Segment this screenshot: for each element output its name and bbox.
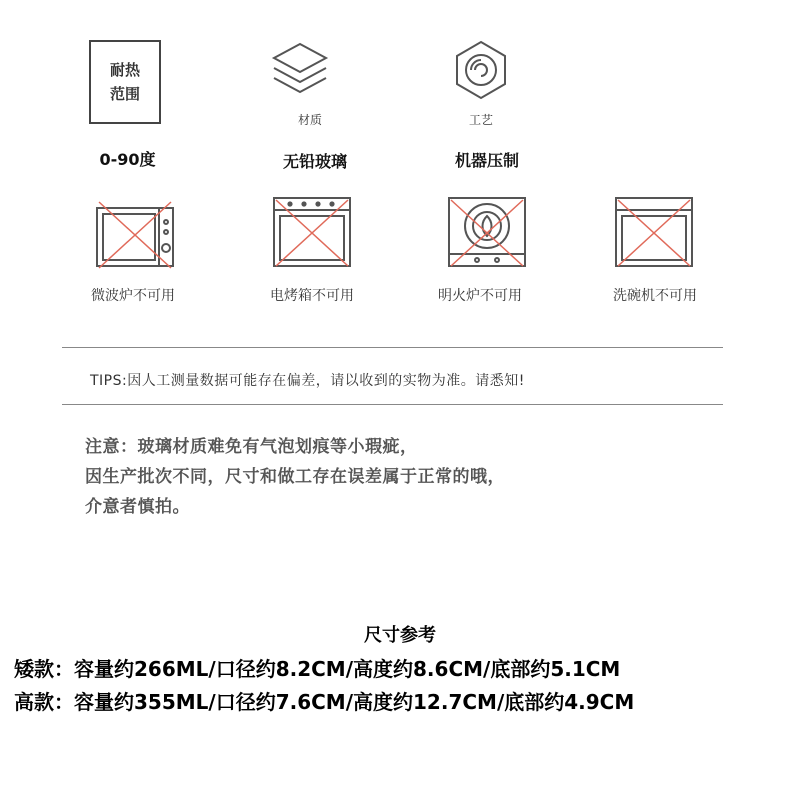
notice-line-3: 介意者慎拍。 [85,497,190,517]
dishwasher-label: 洗碗机不可用 [613,288,697,304]
oven-icon [272,196,352,268]
hex-nut-icon [449,38,513,102]
microwave-label: 微波炉不可用 [91,288,175,304]
material-value: 无铅玻璃 [282,152,347,171]
tips-top-rule [62,347,723,348]
gas-stove-label: 明火炉不可用 [438,288,522,304]
tips-bottom-rule [62,404,723,405]
notice-line-2: 因生产批次不同，尺寸和做工存在误差属于正常的哦， [85,467,505,487]
material-caption: 材质 [297,113,322,127]
heat-range-label-1: 耐热 [109,61,140,79]
notice-line-1: 注意：玻璃材质难免有气泡划痕等小瑕疵， [85,437,418,457]
layers-icon [268,38,332,102]
heat-range-badge [89,40,161,124]
size-line-tall: 高款：容量约355ML/口径约7.6CM/高度约12.7CM/底部约4.9CM [14,690,635,714]
size-reference-title: 尺寸参考 [364,625,436,646]
oven-label: 电烤箱不可用 [270,288,354,304]
microwave-icon [95,198,175,270]
size-line-short: 矮款：容量约266ML/口径约8.2CM/高度约8.6CM/底部约5.1CM [14,657,621,681]
process-caption: 工艺 [468,113,493,127]
dishwasher-icon [614,196,694,268]
process-value: 机器压制 [454,151,519,170]
heat-range-label-2: 范围 [109,85,140,103]
gas-stove-icon [447,196,527,268]
tips-text: TIPS:因人工测量数据可能存在偏差，请以收到的实物为准。请悉知! [90,373,525,389]
heat-range-value: 0-90度 [99,150,156,169]
